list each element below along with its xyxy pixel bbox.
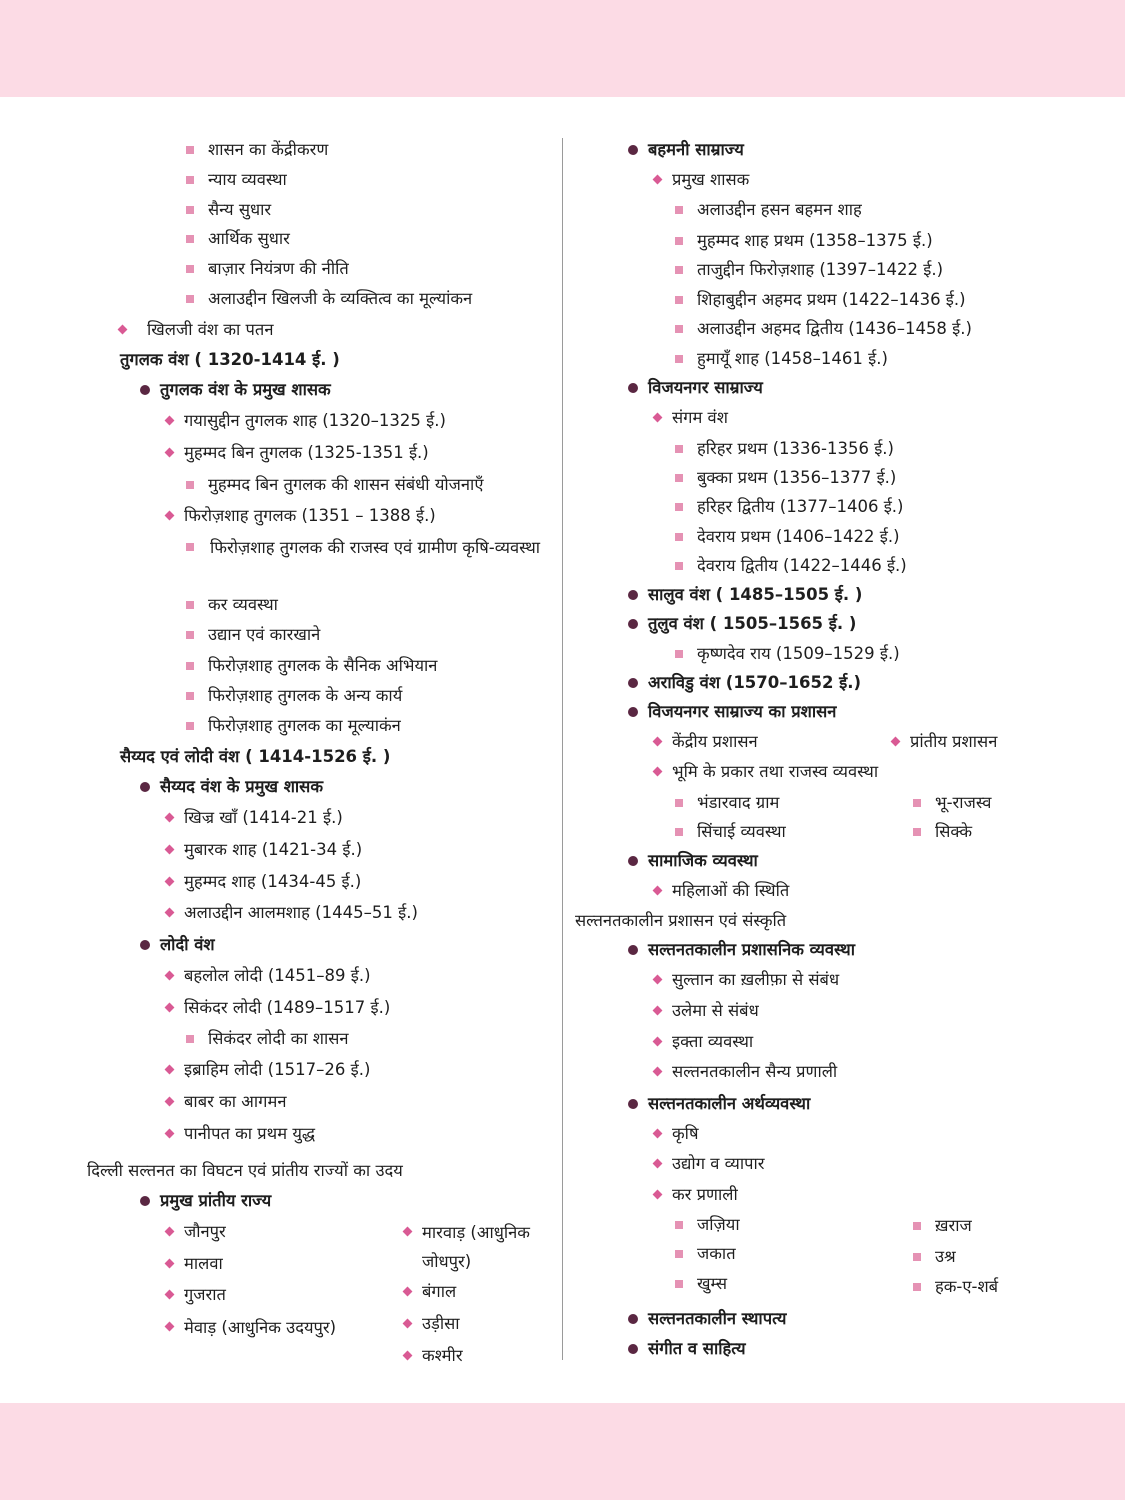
list-item: कृष्णदेव राय (1509–1529 ई.) (675, 642, 900, 666)
section-heading: तुगलक वंश ( 1320-1414 ई. ) (120, 350, 340, 369)
list-item: प्रमुख शासक (653, 168, 749, 192)
circle-bullet-icon (628, 678, 638, 688)
list-item: फिरोज़शाह तुगलक के अन्य कार्य (186, 684, 402, 708)
square-bullet-icon (913, 799, 921, 807)
list-item: देवराय प्रथम (1406–1422 ई.) (675, 525, 900, 549)
square-bullet-icon (186, 692, 194, 700)
list-item: जकात (675, 1242, 736, 1266)
circle-bullet-icon (628, 856, 638, 866)
list-item: खिलजी वंश का पतन (118, 318, 273, 342)
list-item: शासन का केंद्रीकरण (186, 138, 328, 162)
list-item: मुबारक शाह (1421-34 ई.) (165, 838, 362, 862)
square-bullet-icon (675, 533, 683, 541)
square-bullet-icon (675, 828, 683, 836)
circle-bullet-icon (628, 619, 638, 629)
circle-bullet-icon (628, 1099, 638, 1109)
list-item: ताजुद्दीन फिरोज़शाह (1397–1422 ई.) (675, 258, 943, 282)
list-item: हरिहर प्रथम (1336-1356 ई.) (675, 437, 894, 461)
square-bullet-icon (675, 1280, 683, 1288)
list-item: मुहम्मद शाह प्रथम (1358–1375 ई.) (675, 229, 933, 253)
section-heading: दिल्ली सल्तनत का विघटन एवं प्रांतीय राज्यों का उदय (87, 1161, 403, 1180)
square-bullet-icon (913, 828, 921, 836)
list-item: मालवा (165, 1252, 223, 1276)
list-item: संगम वंश (653, 406, 728, 430)
list-item: सामाजिक व्यवस्था (628, 849, 758, 873)
list-item: सालुव वंश ( 1485–1505 ई. ) (628, 583, 862, 607)
list-item: मुहम्मद शाह (1434-45 ई.) (165, 870, 361, 894)
list-item: उद्यान एवं कारखाने (186, 623, 320, 647)
top-pink-band (0, 0, 1125, 97)
square-bullet-icon (186, 265, 194, 273)
column-divider (562, 138, 563, 1360)
list-item: बुक्का प्रथम (1356–1377 ई.) (675, 466, 896, 490)
list-item: इक्ता व्यवस्था (653, 1030, 753, 1054)
circle-bullet-icon (628, 590, 638, 600)
list-item: फिरोज़शाह तुगलक (1351 – 1388 ई.) (165, 504, 436, 528)
list-item: अलाउद्दीन आलमशाह (1445–51 ई.) (165, 901, 418, 925)
list-item: मारवाड़ (आधुनिक जोधपुर) (403, 1218, 555, 1276)
list-item: मुहम्मद बिन तुगलक (1325-1351 ई.) (165, 441, 429, 465)
square-bullet-icon (913, 1253, 921, 1261)
square-bullet-icon (186, 543, 194, 551)
circle-bullet-icon (140, 940, 150, 950)
list-item: न्याय व्यवस्था (186, 168, 287, 192)
square-bullet-icon (675, 562, 683, 570)
list-item: अलाउद्दीन हसन बहमन शाह (675, 198, 862, 222)
list-item: बाज़ार नियंत्रण की नीति (186, 257, 349, 281)
list-item: भंडारवाद ग्राम (675, 791, 779, 815)
list-item: ख़राज (913, 1214, 972, 1238)
list-item: फिरोज़शाह तुगलक का मूल्याकंन (186, 714, 401, 738)
circle-bullet-icon (140, 782, 150, 792)
list-item: सिक्के (913, 820, 972, 844)
list-item: सिंचाई व्यवस्था (675, 820, 786, 844)
list-item: हक-ए-शर्ब (913, 1275, 998, 1299)
square-bullet-icon (186, 662, 194, 670)
list-item: विजयनगर साम्राज्य (628, 376, 763, 400)
list-item: खुम्स (675, 1272, 727, 1296)
list-item: उलेमा से संबंध (653, 999, 759, 1023)
square-bullet-icon (186, 295, 194, 303)
list-item: विजयनगर साम्राज्य का प्रशासन (628, 700, 836, 724)
square-bullet-icon (675, 503, 683, 511)
list-item: कर प्रणाली (653, 1183, 738, 1207)
list-item: सल्तनतकालीन स्थापत्य (628, 1307, 786, 1331)
square-bullet-icon (186, 1035, 194, 1043)
square-bullet-icon (186, 235, 194, 243)
list-item: मुहम्मद बिन तुगलक की शासन संबंधी योजनाएँ (186, 473, 483, 497)
list-item: सल्तनतकालीन सैन्य प्रणाली (653, 1060, 837, 1084)
square-bullet-icon (186, 631, 194, 639)
circle-bullet-icon (628, 707, 638, 717)
square-bullet-icon (186, 146, 194, 154)
square-bullet-icon (675, 296, 683, 304)
square-bullet-icon (675, 650, 683, 658)
list-item: शिहाबुद्दीन अहमद प्रथम (1422–1436 ई.) (675, 288, 966, 312)
list-item: बंगाल (403, 1280, 456, 1304)
square-bullet-icon (675, 474, 683, 482)
list-item: जौनपुर (165, 1220, 226, 1244)
list-item: अलाउद्दीन खिलजी के व्यक्तित्व का मूल्यांकन (186, 287, 472, 311)
list-item: कृषि (653, 1122, 698, 1146)
list-item: प्रमुख प्रांतीय राज्य (140, 1189, 271, 1213)
circle-bullet-icon (628, 383, 638, 393)
list-item: बहमनी साम्राज्य (628, 138, 744, 162)
list-item: सल्तनतकालीन अर्थव्यवस्था (628, 1092, 810, 1116)
square-bullet-icon (186, 481, 194, 489)
list-item: भू-राजस्व (913, 791, 991, 815)
list-item: खिज्र खाँ (1414-21 ई.) (165, 806, 343, 830)
list-item: महिलाओं की स्थिति (653, 879, 789, 903)
list-item: हरिहर द्वितीय (1377–1406 ई.) (675, 495, 904, 519)
list-item: उद्योग व व्यापार (653, 1152, 765, 1176)
list-item: अलाउद्दीन अहमद द्वितीय (1436–1458 ई.) (675, 317, 972, 341)
circle-bullet-icon (628, 145, 638, 155)
square-bullet-icon (675, 1250, 683, 1258)
square-bullet-icon (186, 601, 194, 609)
circle-bullet-icon (628, 945, 638, 955)
list-item: सिकंदर लोदी (1489–1517 ई.) (165, 996, 390, 1020)
circle-bullet-icon (628, 1344, 638, 1354)
square-bullet-icon (675, 355, 683, 363)
list-item: सैन्य सुधार (186, 198, 271, 222)
section-heading: सल्तनतकालीन प्रशासन एवं संस्कृति (575, 911, 787, 930)
list-item: हुमायूँ शाह (1458–1461 ई.) (675, 347, 888, 371)
square-bullet-icon (186, 722, 194, 730)
square-bullet-icon (675, 799, 683, 807)
list-item: भूमि के प्रकार तथा राजस्व व्यवस्था (653, 760, 878, 784)
list-item: फिरोज़शाह तुगलक की राजस्व एवं ग्रामीण कृषि-व्यवस्था (186, 533, 552, 562)
square-bullet-icon (675, 266, 683, 274)
list-item: पानीपत का प्रथम युद्ध (165, 1122, 315, 1146)
list-item: सल्तनतकालीन प्रशासनिक व्यवस्था (628, 938, 855, 962)
square-bullet-icon (913, 1283, 921, 1291)
square-bullet-icon (675, 237, 683, 245)
list-item: देवराय द्वितीय (1422–1446 ई.) (675, 554, 907, 578)
list-item: केंद्रीय प्रशासन (653, 730, 758, 754)
list-item: अराविडु वंश (1570–1652 ई.) (628, 671, 861, 695)
square-bullet-icon (675, 325, 683, 333)
list-item: उड़ीसा (403, 1312, 460, 1336)
list-item: सिकंदर लोदी का शासन (186, 1027, 349, 1051)
list-item: कर व्यवस्था (186, 593, 278, 617)
list-item: गुजरात (165, 1283, 226, 1307)
list-item: प्रांतीय प्रशासन (891, 730, 997, 754)
list-item: बाबर का आगमन (165, 1090, 286, 1114)
list-item: लोदी वंश (140, 933, 215, 957)
list-item: इब्राहिम लोदी (1517–26 ई.) (165, 1058, 370, 1082)
list-item: फिरोज़शाह तुगलक के सैनिक अभियान (186, 654, 437, 678)
list-item: बहलोल लोदी (1451–89 ई.) (165, 964, 371, 988)
list-item: आर्थिक सुधार (186, 227, 290, 251)
circle-bullet-icon (140, 1196, 150, 1206)
square-bullet-icon (913, 1222, 921, 1230)
list-item: सैय्यद वंश के प्रमुख शासक (140, 775, 323, 799)
list-item: जज़िया (675, 1213, 740, 1237)
list-item: सुल्तान का ख़लीफ़ा से संबंध (653, 968, 839, 992)
square-bullet-icon (675, 1221, 683, 1229)
list-item: मेवाड़ (आधुनिक उदयपुर) (165, 1313, 345, 1342)
list-item: गयासुद्दीन तुगलक शाह (1320–1325 ई.) (165, 409, 446, 433)
square-bullet-icon (186, 176, 194, 184)
list-item: तुलुव वंश ( 1505–1565 ई. ) (628, 612, 856, 636)
circle-bullet-icon (628, 1314, 638, 1324)
bottom-pink-band (0, 1403, 1125, 1500)
section-heading: सैय्यद एवं लोदी वंश ( 1414-1526 ई. ) (120, 747, 391, 766)
list-item: कश्मीर (403, 1344, 463, 1368)
list-item: तुगलक वंश के प्रमुख शासक (140, 378, 331, 402)
square-bullet-icon (675, 206, 683, 214)
square-bullet-icon (186, 206, 194, 214)
list-item: संगीत व साहित्य (628, 1337, 746, 1361)
list-item: उश्र (913, 1245, 956, 1269)
square-bullet-icon (675, 445, 683, 453)
circle-bullet-icon (140, 385, 150, 395)
